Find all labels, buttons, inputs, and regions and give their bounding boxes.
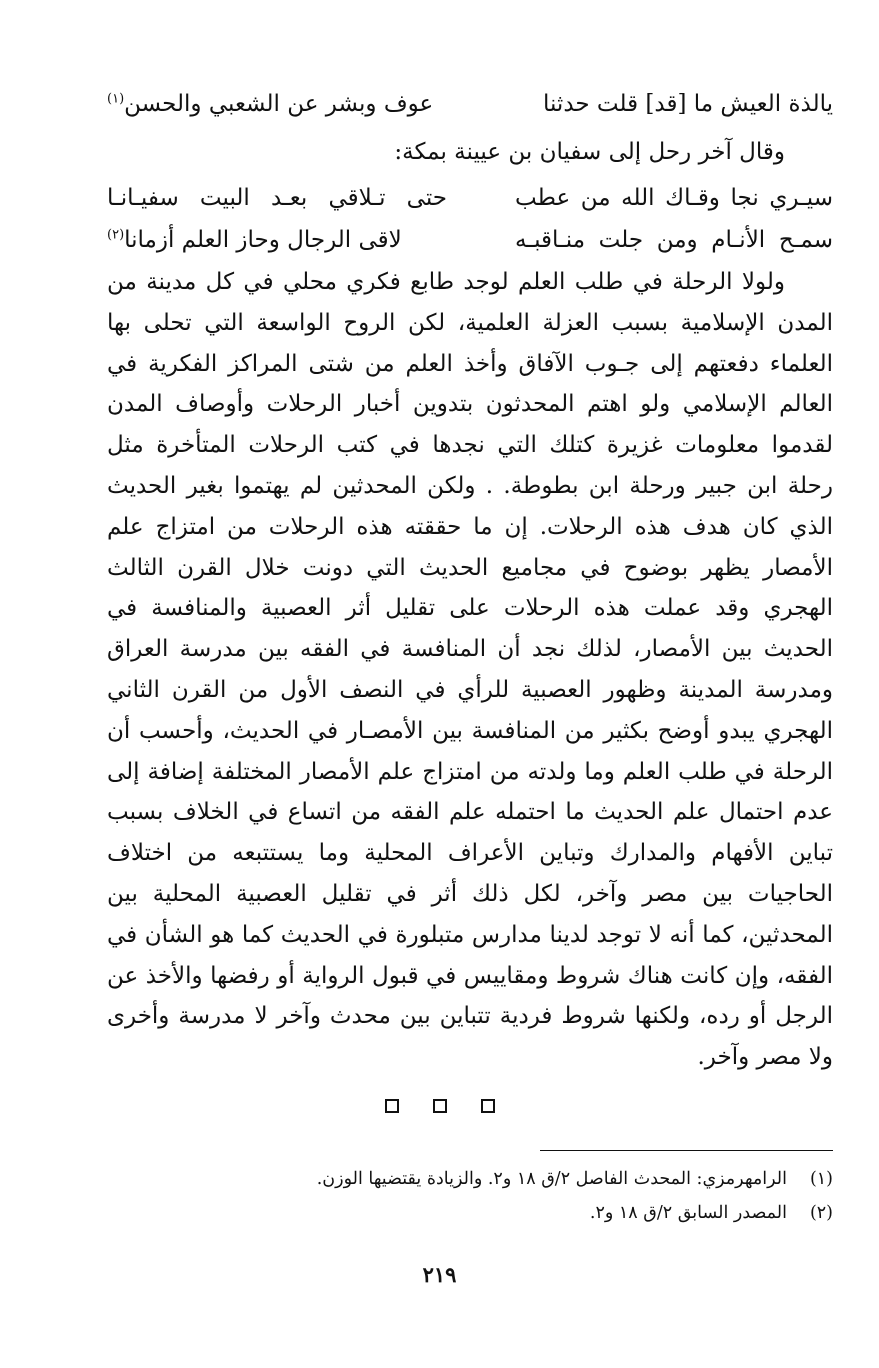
poem-line-2-right: سمـح الأنـام ومن جلت منـاقبـه — [515, 227, 833, 253]
poem-line-2-left — [107, 220, 402, 260]
verse-line-top — [107, 84, 833, 124]
footnote-number: (٢) — [809, 1203, 833, 1223]
poem-line-1-left: حتى تـلاقي بعـد البيت سفيـانـا — [107, 185, 447, 211]
square-ornament-icon — [385, 1099, 399, 1113]
verse-hemistich-left-text: عوف وبشر عن الشعبي والحسن — [124, 91, 434, 117]
footnote-separator — [540, 1150, 833, 1151]
square-ornament-icon — [481, 1099, 495, 1113]
section-divider-ornaments — [0, 1098, 879, 1120]
verse-hemistich-right: يالذة العيش ما [قد] قلت حدثنا — [542, 91, 833, 117]
footnote-marker: (٢) — [107, 227, 125, 243]
body-paragraph: ولولا الرحلة في طلب العلم لوجد طابع فكري محلي في كل مدينة من المدن الإسلامية بسبب العزلة العلمية، لكن الروح الواسعة التي تحلى بها العلماء دفعتهم إلى جـوب الآفاق وأخذ العلم من شتى المراكز الفكرية في العالم الإسلامي ولو اهتم المحدثون بتدوين أخبار الرحلات وأوصاف المدن لقدموا معلومات غزيرة كتلك التي نجدها في كتب الرحلات المتأخرة مثل رحلة ابن جبير ورحلة ابن بطوطة. . ولكن المحدثين لم يهتموا بغير الحديث الذي كان هدف هذه الرحلات. إن ما حققته هذه الرحلات من امتزاج علم الأمصار يظهر بوضوح في مجاميع الحديث التي دونت خلال القرن الثالث الهجري وقد عملت هذه الرحلات على تقليل أثر العصبية والمنافسة في الحديث بين الأمصار، لذلك نجد أن المنافسة في الفقه بين مدرسة العراق ومدرسة المدينة وظهور العصبية للرأي في النصف الأول من القرن الثاني الهجري يبدو أوضح بكثير من المنافسة بين الأمصـار في الحديث، وأحسب أن الرحلة في طلب العلم وما ولدته من امتزاج علم الأمصار المختلفة إضافة إلى عدم احتمال علم الحديث ما احتمله علم الفقه من اتساع في الخلاف بسبب تباين الأفهام والمدارك وتباين الأعراف المحلية وما يستتبعه من اختلاف الحاجيات بين مصر وآخر، لكل ذلك أثر في تقليل العصبية المحلية بين المحدثين، كما أنه لا توجد لدينا مدارس متبلورة في الحديث كما هو الشأن في الفقه، وإن كانت هناك شروط ومقاييس في قبول الرواية أو رفضها والأخذ عن الرجل أو رده، ولكنها شروط فردية تتباين بين محدث وآخر لا مدرسة وأخرى ولا مصر وآخر. — [107, 269, 833, 1071]
footnote-text: الرامهرمزي: المحدث الفاصل ٢/ق ١٨ و٢. والزيادة يقتضيها الوزن. — [316, 1169, 787, 1189]
footnote-item — [107, 1196, 833, 1230]
intro-line: وقال آخر رحل إلى سفيان بن عيينة بمكة: — [394, 139, 785, 165]
footnote-item — [107, 1162, 833, 1196]
page-number: ٢١٩ — [422, 1262, 457, 1287]
verse-hemistich-left — [107, 84, 433, 124]
square-ornament-icon — [433, 1099, 447, 1113]
poem-line-1 — [107, 178, 833, 218]
footnote-marker: (١) — [107, 91, 125, 107]
footnotes — [107, 1162, 833, 1230]
footnote-text: المصدر السابق ٢/ق ١٨ و٢. — [589, 1203, 787, 1223]
poem-line-2 — [107, 220, 833, 260]
poem-line-1-right: سيـري نجا وقـاك الله من عطب — [515, 185, 833, 211]
footnote-number: (١) — [809, 1169, 833, 1189]
poem-line-2-left-text: لاقى الرجال وحاز العلم أزمانا — [124, 227, 402, 253]
